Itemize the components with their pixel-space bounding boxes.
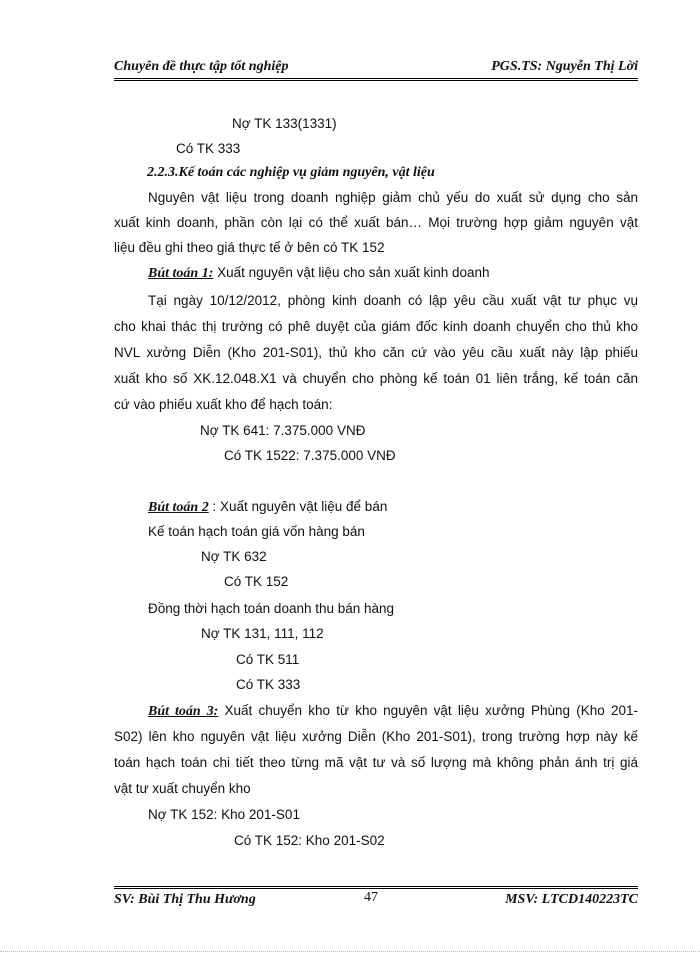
paragraph-line: cho khai thác thị trường có phê duyệt của giám đốc kinh doanh chuyển cho thủ kho (114, 319, 638, 334)
footer-student: SV: Bùi Thị Thu Hương (114, 892, 256, 907)
entry-debit-133: Nợ TK 133(1331) (232, 116, 337, 131)
paragraph-line: xuất kho số XK.12.048.X1 và chuyển cho phòng kế toán 01 liên trắng, kế toán căn (114, 371, 638, 386)
page-break-divider (0, 951, 700, 952)
paragraph-line: Nguyên vật liệu trong doanh nghiệp giảm chủ yếu do xuất sử dụng cho sản (148, 190, 638, 205)
entry-debit-641: Nợ TK 641: 7.375.000 VNĐ (200, 423, 366, 438)
entry-credit-511: Có TK 511 (236, 652, 300, 667)
paragraph-line: xuất kinh doanh, phần còn lại có thể xuất bán… Mọi trường hợp giảm nguyên vật (114, 215, 638, 230)
entry-credit-152b: Có TK 152: Kho 201-S02 (234, 833, 385, 848)
entry-3-label: Bút toán 3: (148, 704, 219, 719)
revenue-line: Đồng thời hạch toán doanh thu bán hàng (148, 601, 395, 616)
paragraph-line: toán hạch toán chi tiết theo từng mã vật tư và số lượng mà không phản ánh trị giá (114, 755, 638, 770)
page-header (114, 56, 638, 78)
entry-credit-1522: Có TK 1522: 7.375.000 VNĐ (224, 448, 396, 463)
entry-1-heading (148, 264, 490, 283)
paragraph-line: cứ vào phiếu xuất kho để hạch toán: (114, 397, 333, 412)
header-rule-2 (114, 80, 638, 81)
footer-rule-2 (114, 888, 638, 889)
paragraph-line: Tại ngày 10/12/2012, phòng kinh doanh có lập yêu cầu xuất vật tư phục vụ (148, 293, 638, 308)
entry-debit-131: Nợ TK 131, 111, 112 (201, 626, 324, 641)
page-footer (114, 892, 638, 912)
entry-debit-632: Nợ TK 632 (201, 549, 267, 564)
entry-credit-152: Có TK 152 (224, 574, 289, 589)
entry-3-heading (114, 702, 638, 721)
entry-2-heading (148, 498, 387, 517)
paragraph-line: liệu đều ghi theo giá thực tế ở bên có TK 152 (114, 240, 385, 255)
section-title: 2.2.3.Kế toán các nghiệp vụ giảm nguyên, vật liệu (147, 165, 435, 180)
entry-1-label: Bút toán 1: (148, 266, 214, 281)
entry-3-text: Xuất chuyển kho từ kho nguyên vật liệu xưởng Phùng (Kho 201- (218, 703, 638, 718)
footer-rule (114, 886, 638, 887)
header-rule (114, 78, 638, 79)
entry-2-text: : Xuất nguyên vật liệu để bán (208, 499, 388, 514)
paragraph-line: vật tư xuất chuyển kho (114, 781, 251, 796)
page-number: 47 (364, 890, 378, 905)
entry-2-label: Bút toán 2 (148, 500, 209, 515)
footer-student-id: MSV: LTCD140223TC (505, 892, 638, 907)
paragraph-line: S02) lên kho nguyên vật liệu xưởng Diễn (Kho 201-S01), trong trường hợp này kế (114, 729, 638, 744)
cost-of-goods-line: Kế toán hạch toán giá vốn hàng bán (148, 524, 365, 539)
header-left: Chuyên đề thực tập tốt nghiệp (114, 59, 289, 74)
entry-credit-333b: Có TK 333 (236, 677, 301, 692)
header-right: PGS.TS: Nguyễn Thị Lời (491, 59, 638, 74)
paragraph-line: NVL xưởng Diễn (Kho 201-S01), thủ kho căn cứ vào yêu cầu xuất này lập phiếu (114, 345, 638, 360)
entry-debit-152: Nợ TK 152: Kho 201-S01 (148, 807, 300, 822)
entry-1-text: Xuất nguyên vật liệu cho sản xuất kinh doanh (213, 265, 490, 280)
entry-credit-333: Có TK 333 (176, 141, 241, 156)
